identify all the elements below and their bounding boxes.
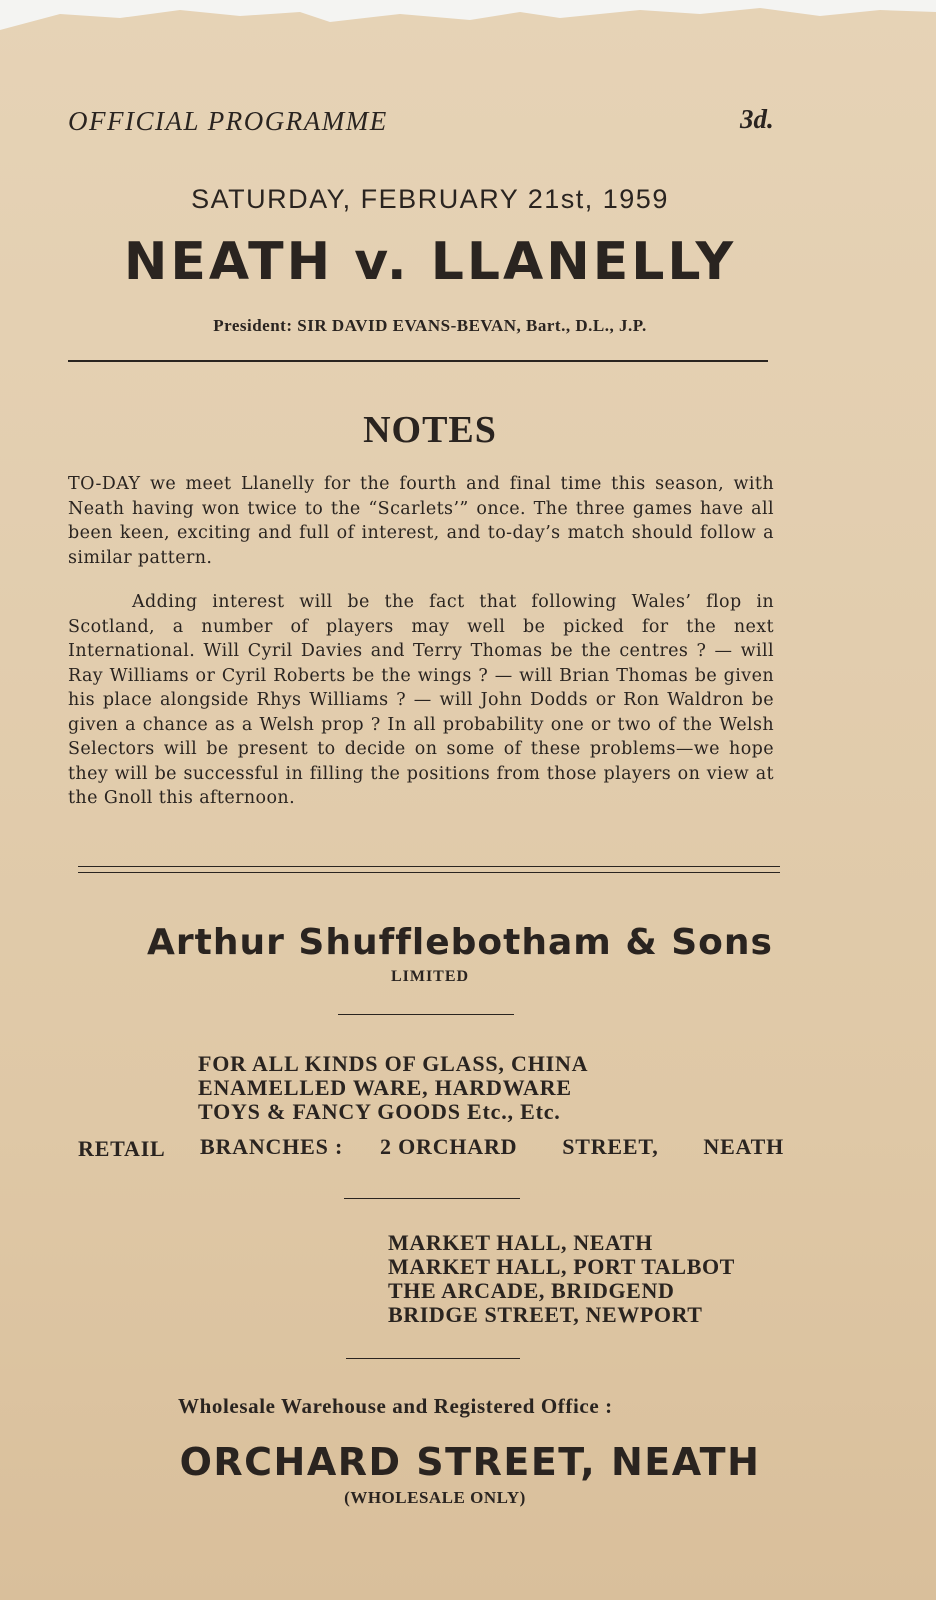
advert-divider-3: [346, 1358, 520, 1359]
main-branch-part: STREET,: [562, 1134, 659, 1159]
match-date: SATURDAY, FEBRUARY 21st, 1959: [191, 184, 669, 214]
advert-limited: LIMITED: [390, 968, 470, 985]
notes-divider-bottom: [78, 872, 780, 873]
header-divider: [68, 360, 768, 362]
president-line: President: SIR DAVID EVANS-BEVAN, Bart., D.L., J.P.: [213, 316, 647, 335]
notes-paragraph-2: Adding interest will be the fact that following Wales’ flop in Scotland, a number of players may well be picked for the next International. Will Cyril Davies and Terry Thomas be the centres ? — will Ray Williams or Cyril Roberts be the wings ? — will Brian Thomas be given his place alongside Rhys Williams ? — will John Dodds or Ron Waldron be given a chance as a Welsh prop ? In all probability one or two of the Welsh Selectors will be present to decide on some of these problems—we hope they will be successful in filling the positions from those players on view at the Gnoll this afternoon.: [68, 592, 774, 808]
advert-divider-2: [344, 1198, 520, 1199]
programme-label: OFFICIAL PROGRAMME: [68, 106, 388, 136]
branch-address: BRIDGE STREET, NEWPORT: [388, 1302, 703, 1327]
programme-price: 3d.: [740, 104, 774, 134]
branch-address: THE ARCADE, BRIDGEND: [388, 1278, 675, 1303]
torn-top-edge: [0, 0, 936, 40]
office-address: ORCHARD STREET, NEATH: [179, 1440, 761, 1484]
main-branch-address: [380, 1134, 784, 1160]
goods-line: ENAMELLED WARE, HARDWARE: [198, 1075, 572, 1100]
notes-paragraph-1: TO-DAY we meet Llanelly for the fourth and final time this season, with Neath having won twice to the “Scarlets’” once. The three games have all been keen, exciting and full of interest, and to-day’s match should follow a similar pattern.: [68, 474, 774, 568]
branch-address: MARKET HALL, PORT TALBOT: [388, 1254, 735, 1279]
branches-label: BRANCHES :: [200, 1134, 344, 1159]
notes-divider-top: [78, 866, 780, 867]
wholesale-label: Wholesale Warehouse and Registered Office :: [178, 1394, 613, 1418]
advert-divider-1: [338, 1014, 514, 1015]
goods-line: FOR ALL KINDS OF GLASS, CHINA: [198, 1051, 589, 1076]
main-branch-part: NEATH: [703, 1134, 784, 1159]
notes-heading: NOTES: [363, 409, 497, 451]
retail-label: RETAIL: [78, 1136, 166, 1161]
main-branch-part: 2 ORCHARD: [380, 1134, 518, 1159]
branch-address: MARKET HALL, NEATH: [388, 1230, 653, 1255]
advert-company-name: Arthur Shufflebotham & Sons: [147, 922, 773, 963]
goods-line: TOYS & FANCY GOODS Etc., Etc.: [198, 1099, 561, 1124]
wholesale-only-note: (WHOLESALE ONLY): [344, 1488, 526, 1507]
match-title: NEATH v. LLANELLY: [123, 232, 737, 292]
